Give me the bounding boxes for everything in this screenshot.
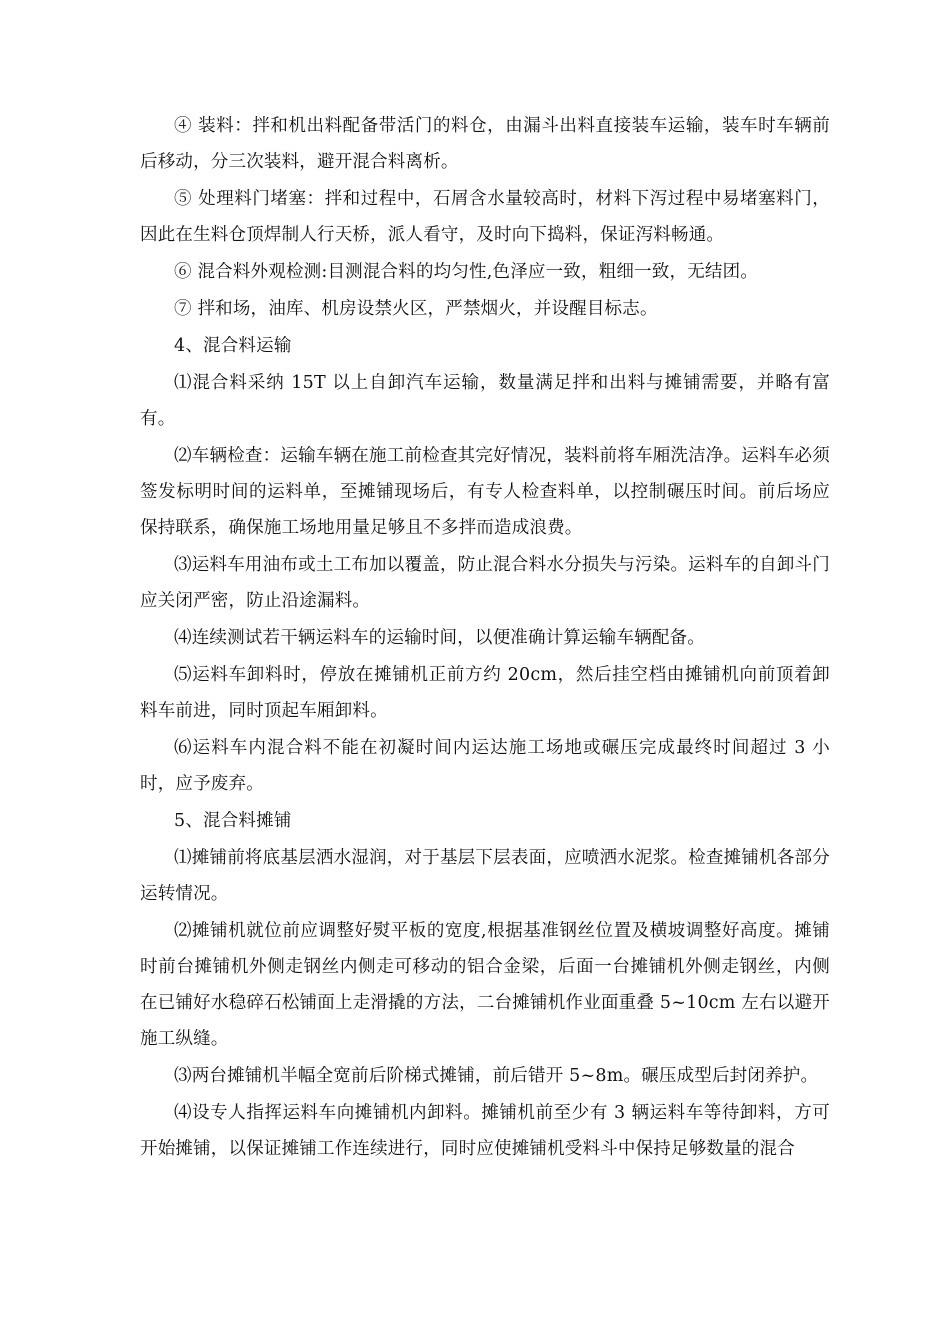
paragraph-item-4-loading: ④ 装料：拌和机出料配备带活门的料仓，由漏斗出料直接装车运输，装车时车辆前后移动，分三次装料，避开混合料离析。 — [140, 116, 830, 172]
paragraph-transport-3: ⑶运料车用油布或土工布加以覆盖，防止混合料水分损失与污染。运料车的自卸斗门应关闭严密，防止沿途漏料。 — [140, 555, 830, 611]
section-heading-paving: 5、混合料摊铺 — [174, 811, 292, 831]
paragraph-item-5-blockage: ⑤ 处理料门堵塞：拌和过程中，石屑含水量较高时，材料下泻过程中易堵塞料门，因此在生料仓顶焊制人行天桥，派人看守，及时向下捣料，保证泻料畅通。 — [140, 189, 830, 245]
paragraph-item-6-inspection: ⑥ 混合料外观检测:目测混合料的均匀性,色泽应一致，粗细一致，无结团。 — [174, 262, 759, 282]
paragraph-paving-4: ⑷设专人指挥运料车向摊铺机内卸料。摊铺机前至少有 3 辆运料车等待卸料，方可开始摊铺，以保证摊铺工作连续进行，同时应使摊铺机受料斗中保持足够数量的混合 — [140, 1103, 830, 1159]
paragraph-paving-3: ⑶两台摊铺机半幅全宽前后阶梯式摊铺，前后错开 5~8m。碾压成型后封闭养护。 — [174, 1066, 819, 1086]
paragraph-transport-6: ⑹运料车内混合料不能在初凝时间内运达施工场地或碾压完成最终时间超过 3 小时，应予废弃。 — [140, 738, 830, 794]
paragraph-transport-5: ⑸运料车卸料时，停放在摊铺机正前方约 20cm，然后挂空档由摊铺机向前顶着卸料车前进，同时顶起车厢卸料。 — [140, 665, 830, 721]
section-heading-transport: 4、混合料运输 — [174, 336, 292, 356]
paragraph-paving-1: ⑴摊铺前将底基层洒水湿润，对于基层下层表面，应喷洒水泥浆。检查摊铺机各部分运转情况。 — [140, 848, 830, 904]
paragraph-transport-1: ⑴混合料采纳 15T 以上自卸汽车运输，数量满足拌和出料与摊铺需要，并略有富有。 — [140, 373, 830, 429]
paragraph-transport-4: ⑷连续测试若干辆运料车的运输时间，以便准确计算运输车辆配备。 — [174, 628, 705, 648]
paragraph-paving-2: ⑵摊铺机就位前应调整好熨平板的宽度,根据基准钢丝位置及横坡调整好高度。摊铺时前台摊铺机外侧走钢丝内侧走可移动的铝合金梁，后面一台摊铺机外侧走钢丝，内侧在已铺好水稳碎石松铺面上走滑撬的方法，二台摊铺机作业面重叠 5~10cm 左右以避开施工纵缝。 — [140, 921, 830, 1049]
paragraph-item-7-fire-zone: ⑦ 拌和场，油库、机房设禁火区，严禁烟火，并设醒目标志。 — [174, 299, 658, 319]
paragraph-transport-2: ⑵车辆检查：运输车辆在施工前检查其完好情况，装料前将车厢洗洁净。运料车必须签发标明时间的运料单，至摊铺现场后，有专人检查料单，以控制碾压时间。前后场应保持联系，确保施工场地用量足够且不多拌而造成浪费。 — [140, 446, 830, 538]
document-body — [140, 108, 830, 1167]
